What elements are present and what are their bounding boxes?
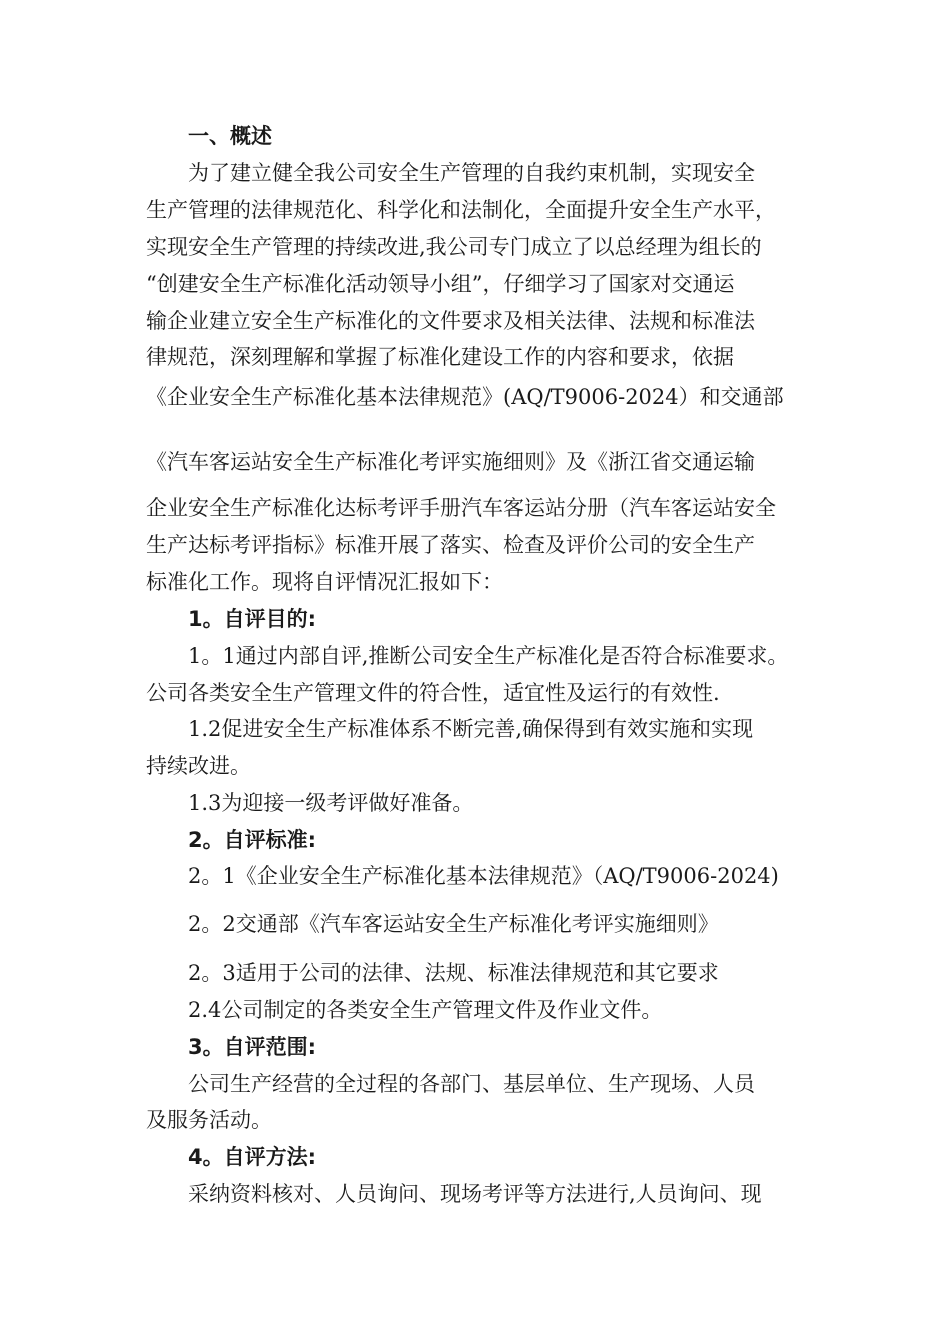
method-heading: 4。自评方法: (188, 1145, 317, 1169)
paragraph-line: 为了建立健全我公司安全生产管理的自我约束机制，实现安全 (188, 161, 755, 185)
paragraph-line: “创建安全生产标准化活动领导小组”，仔细学习了国家对交通运 (146, 272, 735, 296)
paragraph-line: 标准化工作。现将自评情况汇报如下： (146, 570, 503, 594)
paragraph-line: 输企业建立安全生产标准化的文件要求及相关法律、法规和标准法 (146, 309, 755, 333)
paragraph-line: 采纳资料核对、人员询问、现场考评等方法进行,人员询问、现 (188, 1182, 762, 1206)
paragraph-line: 1.3为迎接一级考评做好准备。 (188, 791, 474, 815)
section-heading: 一、概述 (188, 124, 272, 148)
paragraph-line: 2。1《企业安全生产标准化基本法律规范》（AQ/T9006-2024) (188, 864, 779, 888)
purpose-heading: 1。自评目的: (188, 607, 317, 631)
paragraph-line: 企业安全生产标准化达标考评手册汽车客运站分册（汽车客运站安全 (146, 496, 776, 520)
paragraph-line: 1.2促进安全生产标准体系不断完善,确保得到有效实施和实现 (188, 717, 754, 741)
paragraph-line: 1。1通过内部自评,推断公司安全生产标准化是否符合标准要求。 (188, 644, 789, 668)
scope-heading: 3。自评范围: (188, 1035, 317, 1059)
paragraph-line: 2.4公司制定的各类安全生产管理文件及作业文件。 (188, 998, 663, 1022)
paragraph-line: 及服务活动。 (146, 1108, 272, 1132)
paragraph-line: 生产管理的法律规范化、科学化和法制化，全面提升安全生产水平， (146, 198, 776, 222)
paragraph-line: 《企业安全生产标准化基本法律规范》(AQ/T9006-2024）和交通部 (146, 385, 784, 409)
paragraph-line: 生产达标考评指标》标准开展了落实、检查及评价公司的安全生产 (146, 533, 755, 557)
paragraph-line: 律规范，深刻理解和掌握了标准化建设工作的内容和要求，依据 (146, 345, 734, 369)
standards-heading: 2。自评标准: (188, 828, 317, 852)
paragraph-line: 实现安全生产管理的持续改进,我公司专门成立了以总经理为组长的 (146, 235, 762, 259)
paragraph-line: 持续改进。 (146, 754, 251, 778)
paragraph-line: 2。2交通部《汽车客运站安全生产标准化考评实施细则》 (188, 912, 719, 936)
paragraph-line: 公司生产经营的全过程的各部门、基层单位、生产现场、人员 (188, 1072, 755, 1096)
paragraph-line: 2。3适用于公司的法律、法规、标准法律规范和其它要求 (188, 961, 719, 985)
paragraph-line: 《汽车客运站安全生产标准化考评实施细则》及《浙江省交通运输 (146, 450, 755, 474)
paragraph-line: 公司各类安全生产管理文件的符合性，适宜性及运行的有效性. (146, 681, 720, 705)
